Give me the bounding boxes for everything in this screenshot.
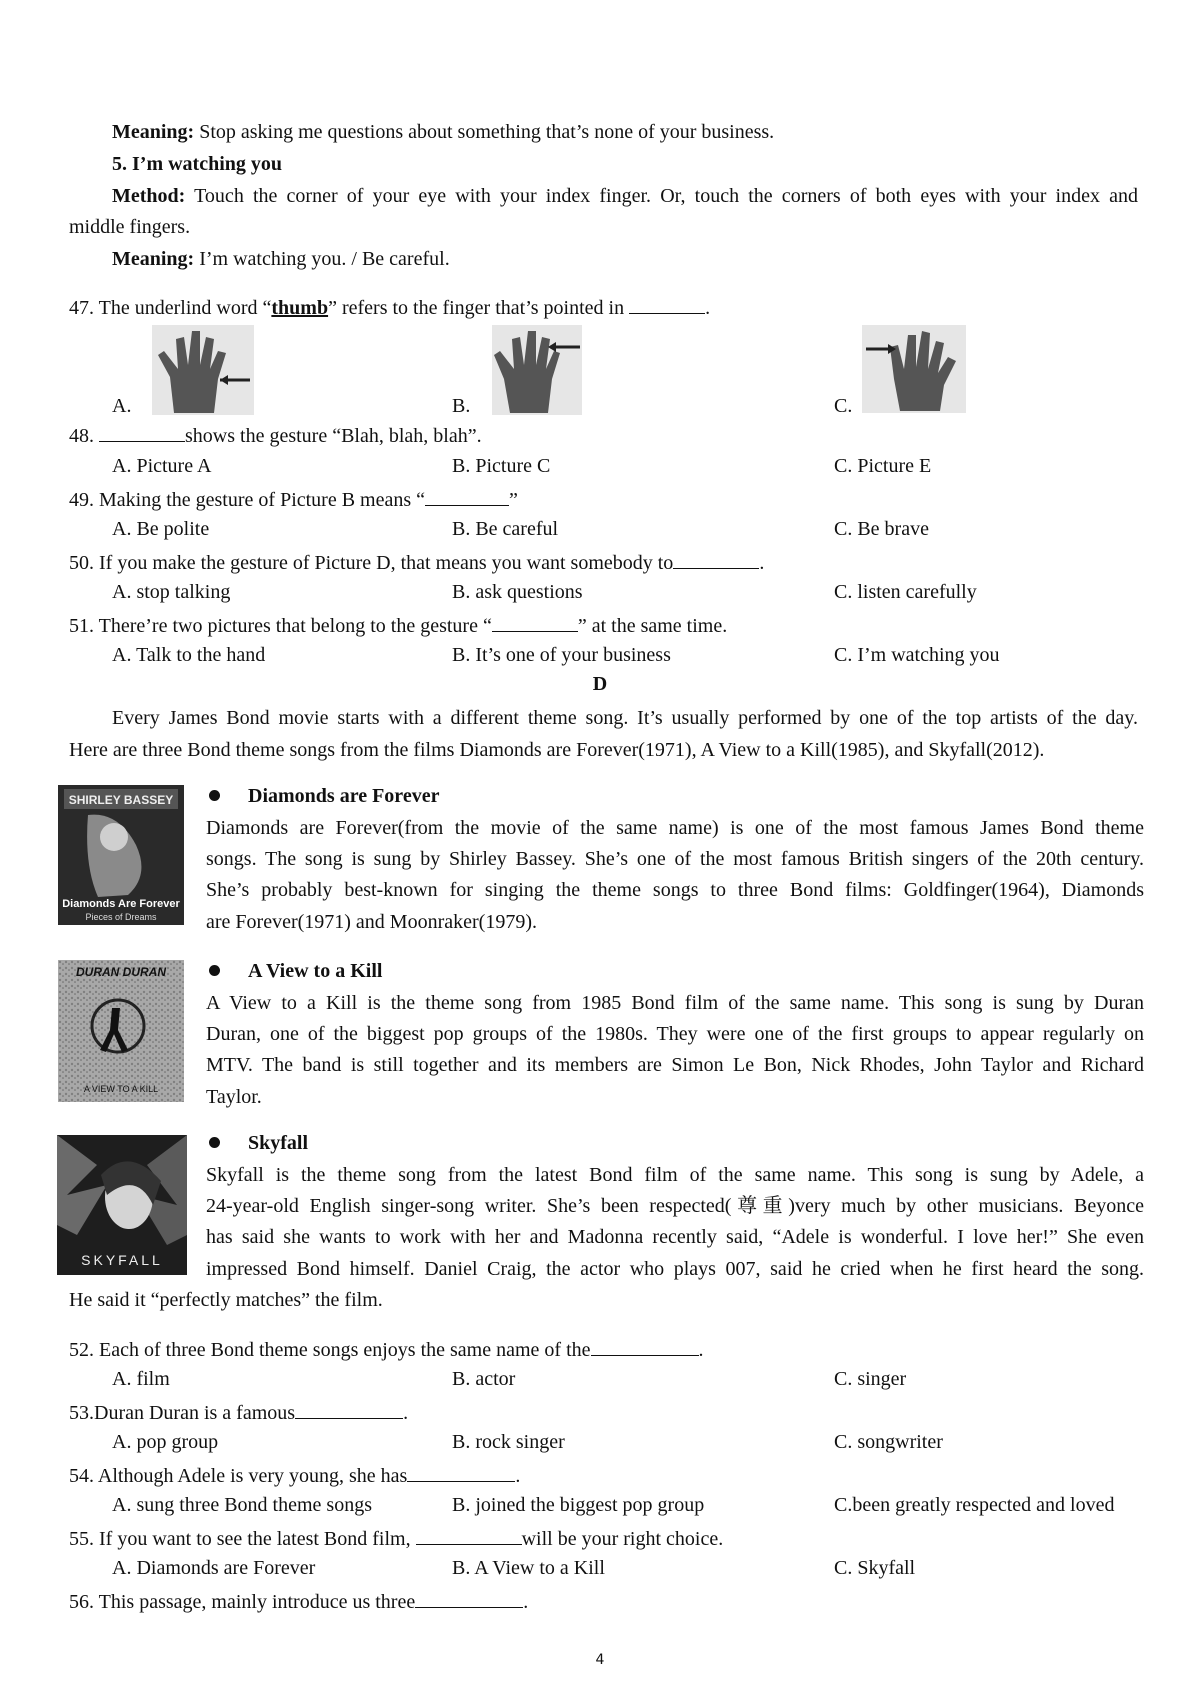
- answer-blank: [295, 1398, 403, 1419]
- song-text-line: Taylor.: [206, 1086, 262, 1108]
- q52-option-b[interactable]: B. actor: [452, 1368, 516, 1390]
- q47-option-a[interactable]: A.: [112, 395, 132, 417]
- a-view-to-a-kill-cover-image: [58, 960, 184, 1102]
- question-47: 47. The underlind word “thumb” refers to the finger that’s pointed in .: [69, 293, 710, 321]
- song-text-line: He said it “perfectly matches” the film.: [69, 1289, 383, 1311]
- song-text-line: MTV. The band is still together and its members are Simon Le Bon, Nick Rhodes, John Taylor and Richard: [206, 1054, 1144, 1076]
- bullet-icon: [209, 1137, 220, 1148]
- question-54: 54. Although Adele is very young, she has .: [69, 1461, 520, 1489]
- method-5-line-2: middle fingers.: [69, 216, 191, 238]
- q48-option-c[interactable]: C. Picture E: [834, 455, 932, 477]
- question-52: 52. Each of three Bond theme songs enjoys the same name of the .: [69, 1335, 704, 1363]
- method-5-line-1: Method: Touch the corner of your eye with your index finger. Or, touch the corners of both eyes with your index and: [112, 185, 1138, 207]
- q53-option-c[interactable]: C. songwriter: [834, 1431, 943, 1453]
- answer-blank: [673, 548, 759, 569]
- q50-option-b[interactable]: B. ask questions: [452, 581, 583, 603]
- bullet-icon: [209, 790, 220, 801]
- song-title-diamonds: Diamonds are Forever: [248, 785, 440, 807]
- song-text-line: Diamonds are Forever(from the movie of the same name) is one of the most famous James Bond theme: [206, 817, 1144, 839]
- q54-option-c[interactable]: C.been greatly respected and loved: [834, 1494, 1115, 1516]
- q55-option-c[interactable]: C. Skyfall: [834, 1557, 916, 1579]
- q49-option-b[interactable]: B. Be careful: [452, 518, 559, 540]
- section-d-intro-1: Every James Bond movie starts with a different theme song. It’s usually performed by one of the top artists of the day.: [112, 707, 1138, 729]
- q53-option-b[interactable]: B. rock singer: [452, 1431, 565, 1453]
- section-d-intro-2: Here are three Bond theme songs from the films Diamonds are Forever(1971), A View to a Kill(1985), and Skyfall(2012).: [69, 739, 1045, 761]
- song-text-line: songs. The song is sung by Shirley Bassey. She’s one of the most famous British singers of the 20th century.: [206, 848, 1144, 870]
- bullet-icon: [209, 965, 220, 976]
- hand-arrow-index-icon: [492, 325, 582, 415]
- question-50: 50. If you make the gesture of Picture D, that means you want somebody to .: [69, 548, 764, 576]
- q55-option-a[interactable]: A. Diamonds are Forever: [112, 1557, 316, 1579]
- section-d-heading: D: [592, 673, 608, 695]
- cover-text-bottom: SKYFALL: [81, 1252, 163, 1268]
- answer-blank: [415, 1587, 523, 1608]
- song-text-line: 24-year-old English singer-song writer. She’s been respected(尊重)very much by other musicians. Beyonce: [206, 1195, 1144, 1217]
- skyfall-cover-image: [57, 1135, 187, 1275]
- q54-option-b[interactable]: B. joined the biggest pop group: [452, 1494, 705, 1516]
- cover-text-small: Pieces of Dreams: [85, 912, 157, 922]
- song-title-view-to-a-kill: A View to a Kill: [248, 960, 383, 982]
- cover-text-top: DURAN DURAN: [76, 965, 166, 979]
- q52-option-a[interactable]: A. film: [112, 1368, 170, 1390]
- q51-option-b[interactable]: B. It’s one of your business: [452, 644, 671, 666]
- q48-option-a[interactable]: A. Picture A: [112, 455, 212, 477]
- question-53: 53.Duran Duran is a famous .: [69, 1398, 408, 1426]
- q50-option-c[interactable]: C. listen carefully: [834, 581, 977, 603]
- page-number: 4: [595, 1652, 605, 1668]
- hand-arrow-thumb-icon: [152, 325, 254, 415]
- cover-text-bottom: A VIEW TO A KILL: [83, 1084, 159, 1094]
- question-48: 48. shows the gesture “Blah, blah, blah”.: [69, 421, 482, 449]
- song-title-skyfall: Skyfall: [248, 1132, 309, 1154]
- song-text-line: She’s probably best-known for singing the theme songs to three Bond films: Goldfinger(1964), Diamonds: [206, 879, 1144, 901]
- answer-blank: [492, 611, 578, 632]
- q51-option-c[interactable]: C. I’m watching you: [834, 644, 1000, 666]
- diamonds-are-forever-cover-image: [58, 785, 184, 925]
- meaning-4-line: Meaning: Stop asking me questions about something that’s none of your business.: [112, 121, 775, 143]
- question-55: 55. If you want to see the latest Bond film, will be your right choice.: [69, 1524, 723, 1552]
- answer-blank: [629, 293, 705, 314]
- q49-option-a[interactable]: A. Be polite: [112, 518, 210, 540]
- cover-text-top: SHIRLEY BASSEY: [68, 793, 174, 807]
- answer-blank: [99, 421, 185, 442]
- song-text-line: has said she wants to work with her and Madonna recently said, “Adele is wonderful. I love her!” She even: [206, 1226, 1144, 1248]
- cover-text-bottom: Diamonds Are Forever: [62, 898, 180, 910]
- meaning-5-line: Meaning: I’m watching you. / Be careful.: [112, 248, 450, 270]
- q47-option-b[interactable]: B.: [452, 395, 471, 417]
- song-text-line: Duran, one of the biggest pop groups of the 1980s. They were one of the first groups to appear regularly on: [206, 1023, 1144, 1045]
- item-5-title: 5. I’m watching you: [112, 153, 283, 175]
- hand-arrow-pinky-icon: [862, 325, 966, 413]
- q52-option-c[interactable]: C. singer: [834, 1368, 907, 1390]
- answer-blank: [591, 1335, 699, 1356]
- q50-option-a[interactable]: A. stop talking: [112, 581, 231, 603]
- q54-option-a[interactable]: A. sung three Bond theme songs: [112, 1494, 372, 1516]
- q53-option-a[interactable]: A. pop group: [112, 1431, 219, 1453]
- answer-blank: [425, 485, 509, 506]
- question-49: 49. Making the gesture of Picture B means “ ”: [69, 485, 518, 513]
- q51-option-a[interactable]: A. Talk to the hand: [112, 644, 266, 666]
- q55-option-b[interactable]: B. A View to a Kill: [452, 1557, 605, 1579]
- song-text-line: are Forever(1971) and Moonraker(1979).: [206, 911, 537, 933]
- song-text-line: impressed Bond himself. Daniel Craig, the actor who plays 007, said he cried when he first heard the song.: [206, 1258, 1144, 1280]
- answer-blank: [407, 1461, 515, 1482]
- question-51: 51. There’re two pictures that belong to the gesture “ ” at the same time.: [69, 611, 727, 639]
- song-text-line: Skyfall is the theme song from the latest Bond film of the same name. This song is sung by Adele, a: [206, 1164, 1144, 1186]
- song-text-line: A View to a Kill is the theme song from 1985 Bond film of the same name. This song is sung by Duran: [206, 992, 1144, 1014]
- q49-option-c[interactable]: C. Be brave: [834, 518, 929, 540]
- answer-blank: [416, 1524, 522, 1545]
- q48-option-b[interactable]: B. Picture C: [452, 455, 551, 477]
- question-56: 56. This passage, mainly introduce us three .: [69, 1587, 528, 1615]
- q47-option-c[interactable]: C.: [834, 395, 853, 417]
